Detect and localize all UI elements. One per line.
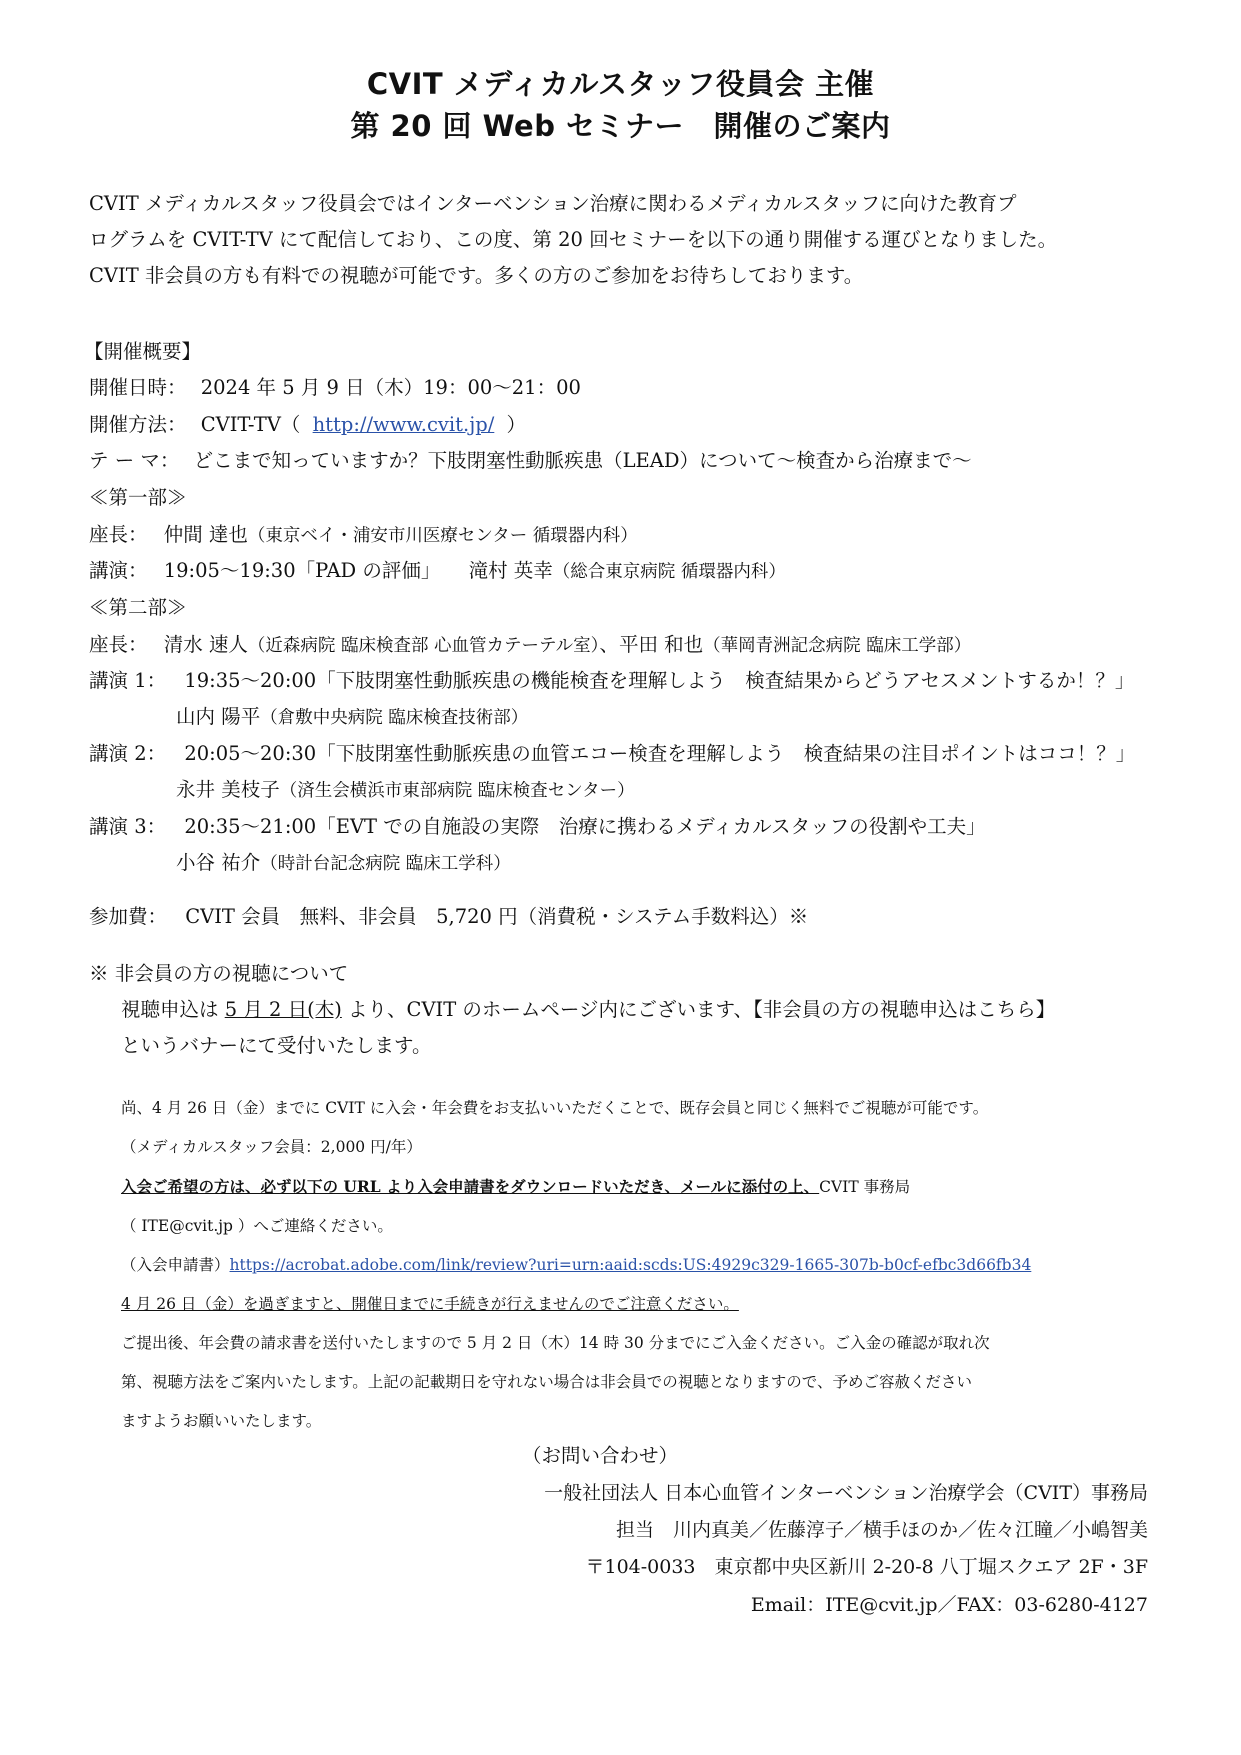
contact-organization: 一般社団法人 日本心血管インターベンション治療学会（CVIT）事務局 bbox=[544, 1482, 1148, 1504]
part2-heading: ≪第二部≫ bbox=[89, 596, 187, 619]
lecture-2-speaker-affil: （済生会横浜市東部病院 臨床検査センター） bbox=[279, 781, 635, 801]
contact-address: 〒104-0033 東京都中央区新川 2-20-8 八丁堀スクエア 2F・3F bbox=[585, 1556, 1148, 1578]
notice-line-1-pre: 視聴申込は bbox=[121, 998, 225, 1021]
theme-label: テ ー マ： bbox=[89, 449, 180, 472]
part2-chair2-affil: （華岡青洲記念病院 臨床工学部） bbox=[703, 636, 972, 656]
membership-line-1: 尚、4 月 26 日（金）までに CVIT に入会・年会費をお支払いいただくことで、既存会員と同じく無料でご視聴が可能です。 bbox=[121, 1099, 989, 1117]
application-form-link[interactable]: https://acrobat.adobe.com/link/review?uri=urn:aaid:scds:US:4929c329-1665-307b-b0cf-efbc3d66fb34 bbox=[229, 1256, 1032, 1274]
lecture-3-row bbox=[89, 815, 986, 839]
lecture-1-time-title: 19:35〜20:00「下肢閉塞性動脈疾患の機能検査を理解しよう 検査結果からどうアセスメントするか！？」 bbox=[184, 669, 1135, 692]
membership-instruction-bold: 入会ご希望の方は、必ず以下の URL より入会申請書をダウンロードいただき、メールに添付の上、 bbox=[121, 1177, 820, 1196]
membership-line-7: ご提出後、年会費の請求書を送付いたしますので 5 月 2 日（木）14 時 30 分までにご入金ください。ご入金の確認が取れ次 bbox=[121, 1334, 990, 1352]
part1-lecture-row bbox=[89, 559, 786, 584]
part2-chair-separator: 、 bbox=[599, 633, 619, 656]
part1-lecture-time: 19:05〜19:30「PAD の評価」 bbox=[163, 559, 441, 582]
theme-value: どこまで知っていますか？下肢閉塞性動脈疾患（LEAD）について〜検査から治療まで〜 bbox=[193, 449, 972, 472]
part1-heading: ≪第一部≫ bbox=[89, 486, 187, 509]
fee-row bbox=[89, 905, 808, 929]
method-value-pre: CVIT-TV（ bbox=[200, 413, 301, 436]
date-row bbox=[89, 376, 581, 400]
notice-heading: ※ 非会員の方の視聴について bbox=[89, 962, 349, 985]
part2-chair1-affil: （近森病院 臨床検査部 心血管カテーテル室） bbox=[247, 636, 600, 656]
part1-chair-affil: （東京ベイ・浦安市川医療センター 循環器内科） bbox=[247, 526, 638, 546]
lecture-2-speaker-row bbox=[176, 778, 635, 803]
lecture-3-label: 講演 3： bbox=[89, 815, 167, 838]
intro-line-3: CVIT 非会員の方も有料での視聴が可能です。多くの方のご参加をお待ちしております。 bbox=[89, 264, 864, 287]
membership-line-9: ますようお願いいたします。 bbox=[121, 1412, 322, 1430]
part1-lecturer-affil: （総合東京病院 循環器内科） bbox=[552, 562, 786, 582]
part1-lecture-label: 講演： bbox=[89, 559, 148, 582]
part1-chair-label: 座長： bbox=[89, 523, 148, 546]
membership-line-2: （メディカルスタッフ会員：2,000 円/年） bbox=[121, 1138, 422, 1156]
lecture-3-speaker-name: 小谷 祐介 bbox=[176, 851, 261, 874]
lecture-1-row bbox=[89, 669, 1134, 693]
part2-chair-row bbox=[89, 633, 971, 658]
application-start-date: 5 月 2 日(木) bbox=[224, 998, 342, 1021]
notice-line-1-post: より、CVIT のホームページ内にございます、【非会員の方の視聴申込はこちら】 bbox=[341, 998, 1056, 1021]
membership-line-5 bbox=[121, 1253, 1031, 1277]
fee-label: 参加費： bbox=[89, 905, 168, 928]
cvit-website-link[interactable]: http://www.cvit.jp/ bbox=[312, 413, 495, 436]
part2-chair-label: 座長： bbox=[89, 633, 148, 656]
membership-line-4: （ ITE@cvit.jp ）へご連絡ください。 bbox=[121, 1217, 393, 1235]
part1-chair-row bbox=[89, 523, 638, 548]
membership-deadline-note: 4 月 26 日（金）を過ぎますと、開催日までに手続きが行えませんのでご注意ください。 bbox=[121, 1295, 739, 1313]
contact-email-fax: Email：ITE@cvit.jp／FAX：03-6280-4127 bbox=[750, 1594, 1148, 1616]
method-value-post: ） bbox=[506, 413, 527, 436]
lecture-3-speaker-row bbox=[176, 851, 511, 876]
notice-line-1 bbox=[121, 998, 1055, 1022]
date-value: 2024 年 5 月 9 日（木）19：00〜21：00 bbox=[200, 376, 581, 399]
lecture-1-speaker-name: 山内 陽平 bbox=[176, 705, 261, 728]
title-line-2: 第 20 回 Web セミナー 開催のご案内 bbox=[350, 109, 891, 143]
lecture-3-speaker-affil: （時計台記念病院 臨床工学科） bbox=[260, 854, 511, 874]
contact-heading: （お問い合わせ） bbox=[522, 1444, 679, 1467]
date-label: 開催日時： bbox=[89, 376, 187, 399]
membership-line-8: 第、視聴方法をご案内いたします。上記の記載期日を守れない場合は非会員での視聴となりますので、予めご容赦ください bbox=[121, 1373, 972, 1391]
part2-chair1-name: 清水 速人 bbox=[163, 633, 248, 656]
lecture-2-time-title: 20:05〜20:30「下肢閉塞性動脈疾患の血管エコー検査を理解しよう 検査結果の注目ポイントはココ！？」 bbox=[184, 742, 1136, 765]
lecture-2-label: 講演 2： bbox=[89, 742, 167, 765]
lecture-1-speaker-affil: （倉敷中央病院 臨床検査技術部） bbox=[260, 708, 529, 728]
membership-instruction-rest: CVIT 事務局 bbox=[819, 1178, 911, 1196]
contact-staff: 担当 川内真美／佐藤淳子／横手ほのか／佐々江瞳／小嶋智美 bbox=[615, 1519, 1148, 1541]
part1-lecturer-name: 滝村 英幸 bbox=[468, 559, 553, 582]
fee-value: CVIT 会員 無料、非会員 5,720 円（消費税・システム手数料込）※ bbox=[185, 905, 809, 928]
overview-heading: 【開催概要】 bbox=[84, 340, 202, 363]
method-row bbox=[89, 413, 526, 437]
notice-line-2: というバナーにて受付いたします。 bbox=[121, 1034, 432, 1057]
lecture-2-row bbox=[89, 742, 1135, 766]
membership-line-3 bbox=[121, 1175, 910, 1199]
lecture-1-label: 講演 1： bbox=[89, 669, 167, 692]
lecture-3-time-title: 20:35〜21:00「EVT での自施設の実際 治療に携わるメディカルスタッフの役割や工夫」 bbox=[184, 815, 986, 838]
theme-row bbox=[89, 449, 972, 473]
application-form-label: （入会申請書） bbox=[121, 1256, 230, 1274]
lecture-1-speaker-row bbox=[176, 705, 528, 730]
part2-chair2-name: 平田 和也 bbox=[618, 633, 704, 656]
lecture-2-speaker-name: 永井 美枝子 bbox=[176, 778, 280, 801]
part1-chair-name: 仲間 達也 bbox=[163, 523, 248, 546]
method-label: 開催方法： bbox=[89, 413, 187, 436]
intro-line-2: ログラムを CVIT-TV にて配信しており、この度、第 20 回セミナーを以下の通り開催する運びとなりました。 bbox=[89, 228, 1058, 251]
title-line-1: CVIT メディカルスタッフ役員会 主催 bbox=[366, 67, 875, 101]
intro-line-1: CVIT メディカルスタッフ役員会ではインターベンション治療に関わるメディカルスタッフに向けた教育プ bbox=[89, 192, 1017, 215]
